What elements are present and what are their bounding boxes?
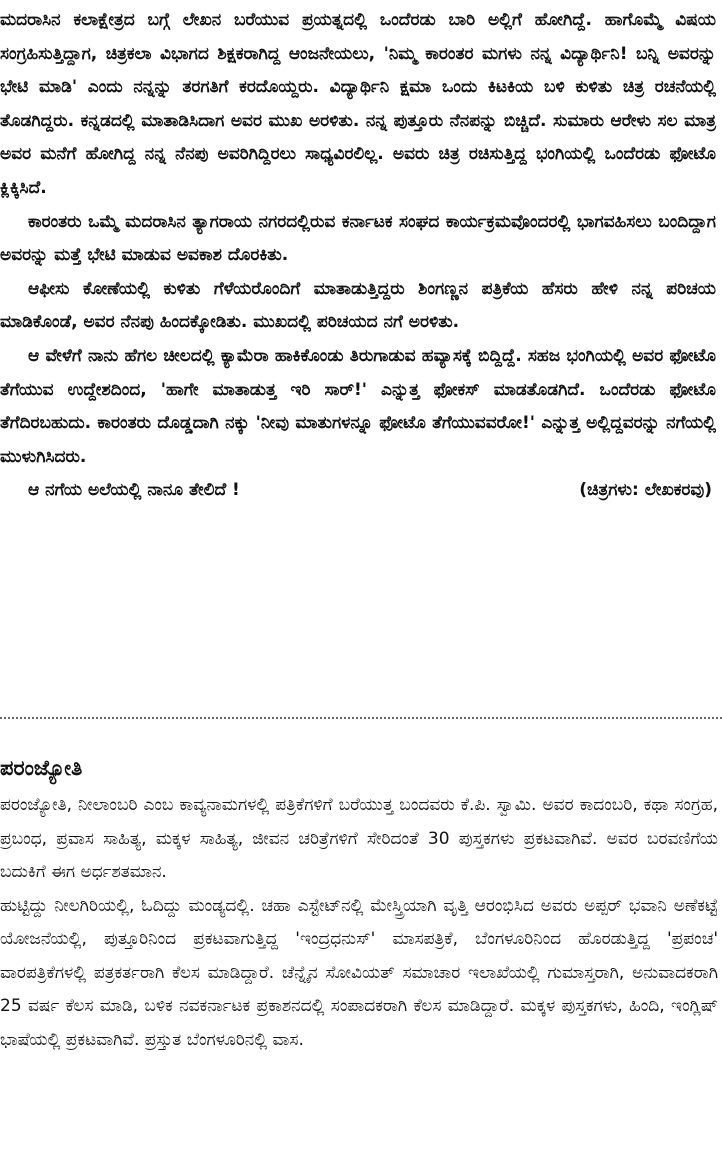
author-bio-paragraph: ಹುಟ್ಟಿದ್ದು ನೀಲಗಿರಿಯಲ್ಲಿ, ಓದಿದ್ದು ಮಂಡ್ಯದಲ್ಲಿ. ಚಹಾ ಎಸ್ಟೇಟ್‌ನಲ್ಲಿ ಮೇಸ್ತ್ರಿಯಾಗಿ ವೃತ್ತಿ ಆರಂಭಿಸಿದ ಅವರು ಅಪ್ಪರ್ ಭವಾನಿ ಅಣೆಕಟ್ಟೆ ಯೋಜನೆಯಲ್ಲಿ, ಪುತ್ತೂರಿನಿಂದ ಪ್ರಕಟವಾಗುತ್ತಿದ್ದ 'ಇಂದ್ರಧನುಸ್' ಮಾಸಪತ್ರಿಕೆ, ಬೆಂಗಳೂರಿನಿಂದ ಹೊರಡುತ್ತಿದ್ದ 'ಪ್ರಪಂಚ' ವಾರಪತ್ರಿಕೆಗಳಲ್ಲಿ ಪತ್ರಕರ್ತರಾಗಿ ಕೆಲಸ ಮಾಡಿದ್ದಾರೆ. ಚೆನ್ನೈನ ಸೋವಿಯತ್ ಸಮಾಚಾರ ಇಲಾಖೆಯಲ್ಲಿ ಗುಮಾಸ್ತರಾಗಿ, ಅನುವಾದಕರಾಗಿ 25 ವರ್ಷ ಕೆಲಸ ಮಾಡಿ, ಬಳಿಕ ನವಕರ್ನಾಟಕ ಪ್ರಕಾಶನದಲ್ಲಿ ಸಂಪಾದಕರಾಗಿ ಕೆಲಸ ಮಾಡಿದ್ದಾರೆ. ಮಕ್ಕಳ ಪುಸ್ತಕಗಳು, ಹಿಂದಿ, ಇಂಗ್ಲಿಷ್ ಭಾಷೆಯಲ್ಲಿ ಪ್ರಕಟವಾಗಿವೆ. ಪ್ರಸ್ತುತ ಬೆಂಗಳೂರಿನಲ್ಲಿ ವಾಸ. <box>0 895 718 1050</box>
article-paragraph: ಕಾರಂತರು ಒಮ್ಮೆ ಮದರಾಸಿನ ತ್ಯಾಗರಾಯ ನಗರದಲ್ಲಿರುವ ಕರ್ನಾಟಕ ಸಂಘದ ಕಾರ್ಯಕ್ರಮವೊಂದರಲ್ಲಿ ಭಾಗವಹಿಸಲು ಬಂದಿದ್ದಾಗ ಅವರನ್ನು ಮತ್ತೆ ಭೇಟಿ ಮಾಡುವ ಅವಕಾಶ ದೊರಕಿತು. <box>0 211 716 266</box>
author-bio-paragraph: ಪರಂಜ್ಯೋತಿ, ನೀಲಾಂಬರಿ ಎಂಬ ಕಾವ್ಯನಾಮಗಳಲ್ಲಿ ಪತ್ರಿಕೆಗಳಿಗೆ ಬರೆಯುತ್ತ ಬಂದವರು ಕೆ.ಪಿ. ಸ್ವಾಮಿ. ಅವರ ಕಾದಂಬರಿ, ಕಥಾ ಸಂಗ್ರಹ, ಪ್ರಬಂಧ, ಪ್ರವಾಸ ಸಾಹಿತ್ಯ, ಮಕ್ಕಳ ಸಾಹಿತ್ಯ, ಜೀವನ ಚರಿತ್ರೆಗಳಿಗೆ ಸೇರಿದಂತೆ 30 ಪುಸ್ತಕಗಳು ಪ್ರಕಟವಾಗಿವೆ. ಅವರ ಬರವಣಿಗೆಯ ಬದುಕಿಗೆ ಈಗ ಅರ್ಧಶತಮಾನ. <box>0 795 718 882</box>
author-heading: ಪರಂಜ್ಯೋತಿ <box>0 756 83 780</box>
article-paragraph: ಆ ವೇಳೆಗೆ ನಾನು ಹೆಗಲ ಚೀಲದಲ್ಲಿ ಕ್ಯಾಮೆರಾ ಹಾಕಿಕೊಂಡು ತಿರುಗಾಡುವ ಹವ್ಯಾಸಕ್ಕೆ ಬಿದ್ದಿದ್ದೆ. ಸಹಜ ಭಂಗಿಯಲ್ಲಿ ಅವರ ಫೋಟೊ ತೆಗೆಯುವ ಉದ್ದೇಶದಿಂದ, 'ಹಾಗೇ ಮಾತಾಡುತ್ತ ಇರಿ ಸಾರ್!' ಎನ್ನುತ್ತ ಫೋಕಸ್ ಮಾಡತೊಡಗಿದೆ. ಒಂದೆರಡು ಫೋಟೊ ತೆಗೆದಿರಬಹುದು. ಕಾರಂತರು ದೊಡ್ಡದಾಗಿ ನಕ್ಕು 'ನೀವು ಮಾತುಗಳನ್ನೂ ಫೋಟೊ ತೆಗೆಯುವವರೋ!' ಎನ್ನುತ್ತ ಅಲ್ಲಿದ್ದವರನ್ನು ನಗೆಯಲ್ಲಿ ಮುಳುಗಿಸಿದರು. <box>0 345 716 467</box>
closing-line: ಆ ನಗೆಯ ಅಲೆಯಲ್ಲಿ ನಾನೂ ತೇಲಿದೆ ! <box>28 480 240 501</box>
section-divider <box>0 717 722 719</box>
article-paragraph: ಆಫೀಸು ಕೋಣೆಯಲ್ಲಿ ಕುಳಿತು ಗೆಳೆಯರೊಂದಿಗೆ ಮಾತಾಡುತ್ತಿದ್ದರು ಶಿಂಗಣ್ಣನ ಪತ್ರಿಕೆಯ ಹೆಸರು ಹೇಳಿ ನನ್ನ ಪರಿಚಯ ಮಾಡಿಕೊಂಡೆ, ಅವರ ನೆನಪು ಹಿಂದಕ್ಕೋಡಿತು. ಮುಖದಲ್ಲಿ ಪರಿಚಯದ ನಗೆ ಅರಳಿತು. <box>0 278 716 333</box>
article-paragraph: ಮದರಾಸಿನ ಕಲಾಕ್ಷೇತ್ರದ ಬಗ್ಗೆ ಲೇಖನ ಬರೆಯುವ ಪ್ರಯತ್ನದಲ್ಲಿ ಒಂದೆರಡು ಬಾರಿ ಅಲ್ಲಿಗೆ ಹೋಗಿದ್ದೆ. ಹಾಗೊಮ್ಮೆ ವಿಷಯ ಸಂಗ್ರಹಿಸುತ್ತಿದ್ದಾಗ, ಚಿತ್ರಕಲಾ ವಿಭಾಗದ ಶಿಕ್ಷಕರಾಗಿದ್ದ ಆಂಜನೇಯಲು, 'ನಿಮ್ಮ ಕಾರಂತರ ಮಗಳು ನನ್ನ ವಿದ್ಯಾರ್ಥಿನಿ! ಬನ್ನಿ ಅವರನ್ನು ಭೇಟಿ ಮಾಡಿ' ಎಂದು ನನ್ನನ್ನು ತರಗತಿಗೆ ಕರದೊಯ್ದರು. ವಿದ್ಯಾರ್ಥಿನಿ ಕ್ಷಮಾ ಒಂದು ಕಿಟಕಿಯ ಬಳಿ ಕುಳಿತು ಚಿತ್ರ ರಚನೆಯಲ್ಲಿ ತೊಡಗಿದ್ದರು. ಕನ್ನಡದಲ್ಲಿ ಮಾತಾಡಿಸಿದಾಗ ಅವರ ಮುಖ ಅರಳಿತು. ನನ್ನ ಪುತ್ತೂರು ನೆನಪನ್ನು ಬಿಚ್ಚಿದೆ. ಸುಮಾರು ಆರೇಳು ಸಲ ಮಾತ್ರ ಅವರ ಮನೆಗೆ ಹೋಗಿದ್ದ ನನ್ನ ನೆನಪು ಅವರಿಗಿದ್ದಿರಲು ಸಾಧ್ಯವಿರಲಿಲ್ಲ. ಅವರು ಚಿತ್ರ ರಚಿಸುತ್ತಿದ್ದ ಭಂಗಿಯಲ್ಲಿ ಒಂದೆರಡು ಫೋಟೊ ಕ್ಲಿಕ್ಕಿಸಿದೆ. <box>0 10 716 198</box>
article-body <box>0 4 716 508</box>
photo-credit: (ಚಿತ್ರಗಳು: ಲೇಖಕರವು) <box>579 480 712 501</box>
author-bio-section <box>0 753 718 1057</box>
closing-line-row <box>0 474 716 508</box>
